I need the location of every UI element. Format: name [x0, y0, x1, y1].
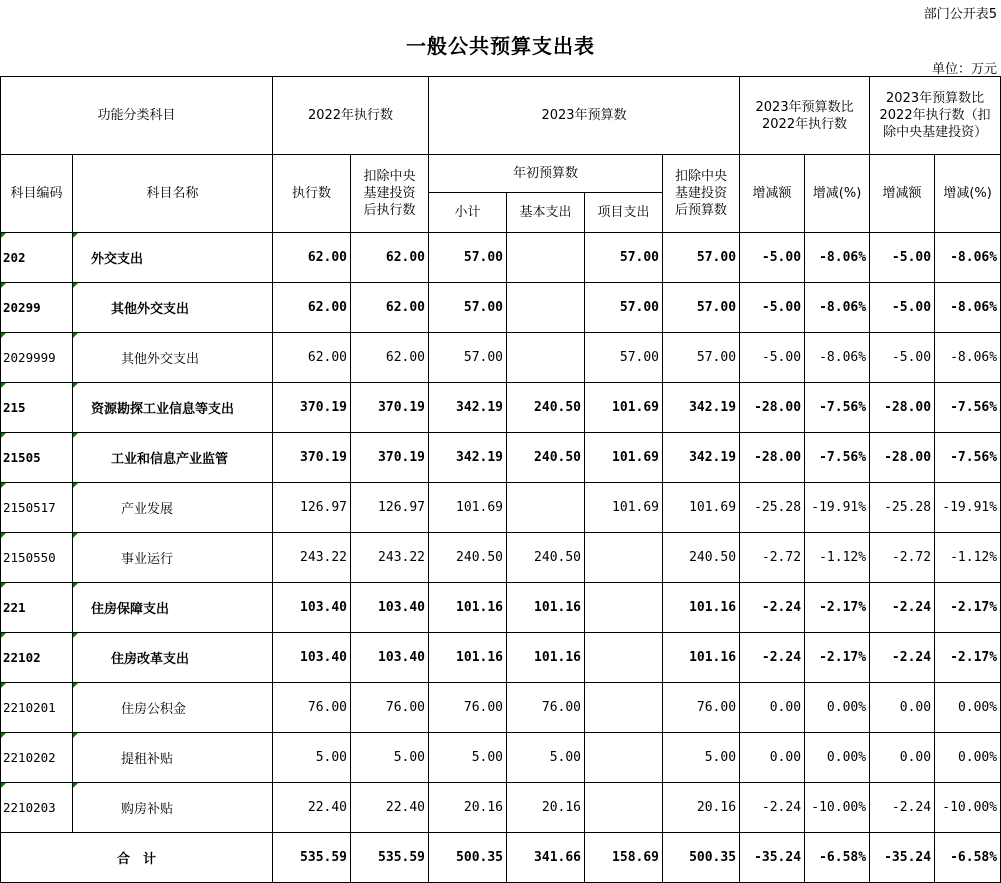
row-value: -5.00 [870, 233, 935, 283]
row-value [585, 733, 663, 783]
row-value: 126.97 [273, 483, 351, 533]
row-value: 103.40 [351, 583, 429, 633]
row-value: 62.00 [273, 283, 351, 333]
row-value: 57.00 [663, 233, 740, 283]
table-row [1, 583, 1001, 633]
row-value: 76.00 [351, 683, 429, 733]
row-value: 57.00 [663, 333, 740, 383]
row-value: -8.06% [935, 233, 1001, 283]
row-value: -19.91% [935, 483, 1001, 533]
row-value: 0.00% [805, 683, 870, 733]
row-value: 342.19 [663, 383, 740, 433]
row-value: -2.72 [740, 533, 805, 583]
row-value: 76.00 [429, 683, 507, 733]
header-exec: 执行数 [273, 155, 351, 233]
row-value: 240.50 [663, 533, 740, 583]
row-value: -2.17% [935, 633, 1001, 683]
row-value: 101.69 [429, 483, 507, 533]
header-inc-percent: 增减(%) [805, 155, 870, 233]
row-value: -8.06% [935, 333, 1001, 383]
total-value: -6.58% [935, 833, 1001, 883]
row-value: 20.16 [429, 783, 507, 833]
row-value: -7.56% [935, 383, 1001, 433]
header-compare: 2023年预算数比2022年执行数 [740, 77, 870, 155]
row-name: 住房保障支出 [73, 583, 273, 633]
page-title: 一般公共预算支出表 [406, 34, 595, 58]
row-value: 101.16 [429, 583, 507, 633]
row-value [585, 633, 663, 683]
row-code: 21505 [1, 433, 73, 483]
row-value: -2.17% [935, 583, 1001, 633]
row-value [507, 233, 585, 283]
row-value: -2.24 [870, 583, 935, 633]
row-value: 0.00% [935, 683, 1001, 733]
row-value: 101.69 [585, 433, 663, 483]
row-value: 62.00 [351, 333, 429, 383]
row-value: 0.00% [935, 733, 1001, 783]
row-value: 20.16 [663, 783, 740, 833]
row-value: 57.00 [585, 233, 663, 283]
row-value: 342.19 [663, 433, 740, 483]
row-value: 0.00% [805, 733, 870, 783]
row-value: 240.50 [429, 533, 507, 583]
total-value: 341.66 [507, 833, 585, 883]
row-value: 57.00 [585, 333, 663, 383]
row-value: -5.00 [740, 333, 805, 383]
table-row [1, 733, 1001, 783]
row-value: -28.00 [870, 433, 935, 483]
total-label: 合 计 [1, 833, 273, 883]
row-value: -25.28 [740, 483, 805, 533]
row-value: 57.00 [429, 233, 507, 283]
row-value: -2.24 [870, 633, 935, 683]
row-value: -28.00 [870, 383, 935, 433]
row-value: -7.56% [805, 433, 870, 483]
row-value: 22.40 [273, 783, 351, 833]
row-value: 240.50 [507, 533, 585, 583]
row-value: 103.40 [273, 633, 351, 683]
row-value: -19.91% [805, 483, 870, 533]
row-value: -2.17% [805, 583, 870, 633]
row-code: 221 [1, 583, 73, 633]
row-value: -7.56% [805, 383, 870, 433]
header-code: 科目编码 [1, 155, 73, 233]
total-value: 535.59 [273, 833, 351, 883]
table-row [1, 633, 1001, 683]
header-inc-amount: 增减额 [740, 155, 805, 233]
row-value: 240.50 [507, 433, 585, 483]
row-value: 5.00 [273, 733, 351, 783]
row-name: 购房补贴 [73, 783, 273, 833]
row-name: 其他外交支出 [73, 283, 273, 333]
row-value: 342.19 [429, 383, 507, 433]
row-value: -7.56% [935, 433, 1001, 483]
row-code: 2150550 [1, 533, 73, 583]
unit-label: 单位：万元 [931, 62, 997, 77]
row-value: 103.40 [351, 633, 429, 683]
total-value: 500.35 [663, 833, 740, 883]
table-row [1, 683, 1001, 733]
row-name: 资源勘探工业信息等支出 [73, 383, 273, 433]
row-value: 370.19 [351, 433, 429, 483]
row-value: -10.00% [935, 783, 1001, 833]
total-value: 500.35 [429, 833, 507, 883]
row-value: 76.00 [663, 683, 740, 733]
table-number-label: 部门公开表5 [923, 7, 997, 22]
row-name: 提租补贴 [73, 733, 273, 783]
row-value: 103.40 [273, 583, 351, 633]
row-code: 2210202 [1, 733, 73, 783]
row-name: 住房改革支出 [73, 633, 273, 683]
row-value: 370.19 [351, 383, 429, 433]
header-project: 项目支出 [585, 193, 663, 233]
row-name: 其他外交支出 [73, 333, 273, 383]
row-value: -2.24 [740, 583, 805, 633]
header-budget-2023: 2023年预算数 [429, 77, 740, 155]
row-value: 22.40 [351, 783, 429, 833]
header-inc-percent-2: 增减(%) [935, 155, 1001, 233]
row-value: 370.19 [273, 433, 351, 483]
row-code: 2029999 [1, 333, 73, 383]
row-value: -1.12% [805, 533, 870, 583]
row-value: -8.06% [805, 233, 870, 283]
row-value: 126.97 [351, 483, 429, 533]
table-row [1, 233, 1001, 283]
table-row [1, 433, 1001, 483]
row-value: 76.00 [507, 683, 585, 733]
header-inc-amount-2: 增减额 [870, 155, 935, 233]
row-value [507, 483, 585, 533]
row-value: -28.00 [740, 383, 805, 433]
header-exec-2022: 2022年执行数 [273, 77, 429, 155]
row-value: 76.00 [273, 683, 351, 733]
row-value: -2.24 [740, 633, 805, 683]
total-value: -35.24 [870, 833, 935, 883]
row-value: -28.00 [740, 433, 805, 483]
row-value: -2.24 [870, 783, 935, 833]
row-value: -2.17% [805, 633, 870, 683]
row-value: -5.00 [870, 333, 935, 383]
row-value [585, 783, 663, 833]
row-value: -5.00 [740, 283, 805, 333]
table-row [1, 383, 1001, 433]
row-value: 101.16 [663, 633, 740, 683]
row-value: -10.00% [805, 783, 870, 833]
row-name: 外交支出 [73, 233, 273, 283]
row-value: -2.72 [870, 533, 935, 583]
row-value: -5.00 [870, 283, 935, 333]
row-value: 62.00 [351, 283, 429, 333]
row-value: 101.69 [585, 383, 663, 433]
total-value: 535.59 [351, 833, 429, 883]
header-basic: 基本支出 [507, 193, 585, 233]
row-code: 22102 [1, 633, 73, 683]
row-value: 0.00 [740, 683, 805, 733]
row-value: 5.00 [429, 733, 507, 783]
row-value: -25.28 [870, 483, 935, 533]
total-value: -35.24 [740, 833, 805, 883]
row-code: 2210201 [1, 683, 73, 733]
header-name: 科目名称 [73, 155, 273, 233]
header-budget-excl: 扣除中央基建投资后预算数 [663, 155, 740, 233]
row-value: 101.16 [663, 583, 740, 633]
header-exec-excl: 扣除中央基建投资后执行数 [351, 155, 429, 233]
row-value: 0.00 [870, 733, 935, 783]
row-value: -8.06% [805, 333, 870, 383]
row-value: 57.00 [663, 283, 740, 333]
row-value [585, 683, 663, 733]
row-value: -1.12% [935, 533, 1001, 583]
row-value: -2.24 [740, 783, 805, 833]
row-value: 101.16 [429, 633, 507, 683]
table-row [1, 333, 1001, 383]
row-code: 2150517 [1, 483, 73, 533]
table-row [1, 483, 1001, 533]
row-value [585, 533, 663, 583]
row-value: -8.06% [805, 283, 870, 333]
row-value: -8.06% [935, 283, 1001, 333]
total-value: -6.58% [805, 833, 870, 883]
row-value: 57.00 [429, 283, 507, 333]
header-func-class: 功能分类科目 [1, 77, 273, 155]
row-value: 101.69 [663, 483, 740, 533]
row-value [585, 583, 663, 633]
row-value: 0.00 [870, 683, 935, 733]
row-name: 事业运行 [73, 533, 273, 583]
header-subtotal: 小计 [429, 193, 507, 233]
row-code: 20299 [1, 283, 73, 333]
row-value: 5.00 [663, 733, 740, 783]
row-value: 370.19 [273, 383, 351, 433]
table-row [1, 783, 1001, 833]
total-row [1, 833, 1001, 883]
row-value: 243.22 [273, 533, 351, 583]
row-value [507, 283, 585, 333]
row-value: 101.69 [585, 483, 663, 533]
row-value: 342.19 [429, 433, 507, 483]
table-row [1, 533, 1001, 583]
row-value: 57.00 [585, 283, 663, 333]
header-initial-budget: 年初预算数 [429, 155, 663, 193]
row-value: 101.16 [507, 633, 585, 683]
row-value [507, 333, 585, 383]
row-value: 62.00 [273, 233, 351, 283]
row-value: 62.00 [273, 333, 351, 383]
row-name: 住房公积金 [73, 683, 273, 733]
row-value: 0.00 [740, 733, 805, 783]
header-compare-excl: 2023年预算数比2022年执行数（扣除中央基建投资） [870, 77, 1001, 155]
row-value: 57.00 [429, 333, 507, 383]
row-name: 工业和信息产业监管 [73, 433, 273, 483]
row-code: 202 [1, 233, 73, 283]
row-value: 5.00 [507, 733, 585, 783]
row-value: 101.16 [507, 583, 585, 633]
row-name: 产业发展 [73, 483, 273, 533]
row-value: 62.00 [351, 233, 429, 283]
row-value: 240.50 [507, 383, 585, 433]
row-value: -5.00 [740, 233, 805, 283]
budget-table [0, 76, 1001, 883]
row-value: 5.00 [351, 733, 429, 783]
row-value: 20.16 [507, 783, 585, 833]
row-code: 215 [1, 383, 73, 433]
row-code: 2210203 [1, 783, 73, 833]
total-value: 158.69 [585, 833, 663, 883]
table-row [1, 283, 1001, 333]
row-value: 243.22 [351, 533, 429, 583]
